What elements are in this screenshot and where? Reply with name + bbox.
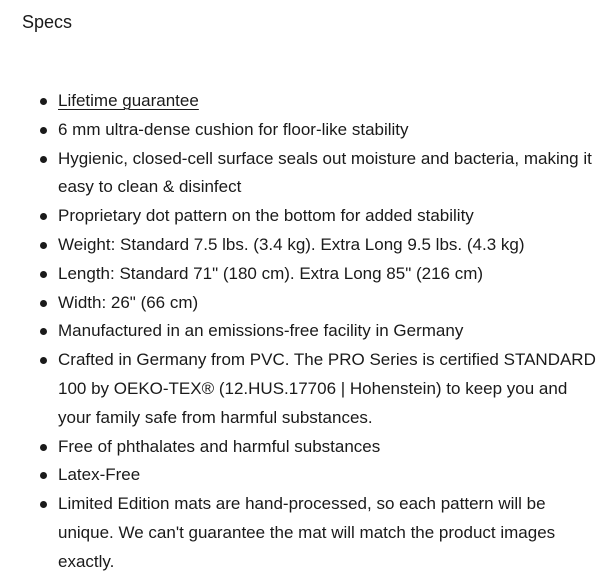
spec-item-latex-free: Latex-Free [58, 461, 598, 490]
spec-item-lifetime-guarantee [58, 87, 598, 116]
spec-item-manufacturing: Manufactured in an emissions-free facility in Germany [58, 317, 598, 346]
spec-item-cushion: 6 mm ultra-dense cushion for floor-like stability [58, 116, 598, 145]
spec-item-hygienic-surface: Hygienic, closed-cell surface seals out moisture and bacteria, making it easy to clean & disinfect [58, 145, 598, 203]
spec-item-dot-pattern: Proprietary dot pattern on the bottom for added stability [58, 202, 598, 231]
specs-list [58, 87, 598, 577]
spec-item-length: Length: Standard 71" (180 cm). Extra Long 85" (216 cm) [58, 260, 598, 289]
lifetime-guarantee-link[interactable]: Lifetime guarantee [58, 91, 199, 110]
specs-heading: Specs [22, 12, 73, 32]
spec-item-width: Width: 26" (66 cm) [58, 289, 598, 318]
spec-item-weight: Weight: Standard 7.5 lbs. (3.4 kg). Extra Long 9.5 lbs. (4.3 kg) [58, 231, 598, 260]
spec-item-certification: Crafted in Germany from PVC. The PRO Series is certified STANDARD 100 by OEKO-TEX® (12.HUS.17706 | Hohenstein) to keep you and your family safe from harmful substances. [58, 346, 598, 432]
spec-item-limited-edition: Limited Edition mats are hand-processed, so each pattern will be unique. We can't guarantee the mat will match the product images exactly. [58, 490, 598, 576]
spec-item-phthalate-free: Free of phthalates and harmful substances [58, 433, 598, 462]
